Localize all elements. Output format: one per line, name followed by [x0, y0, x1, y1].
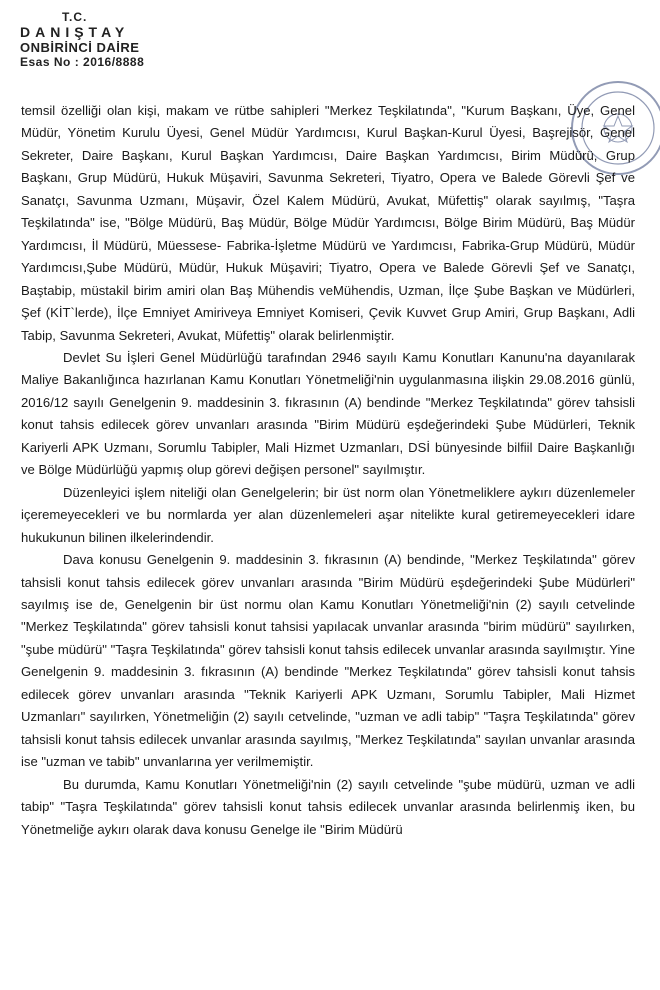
- header-case-number: Esas No : 2016/8888: [20, 55, 145, 69]
- paragraph-conclusion: Bu durumda, Kamu Konutları Yönetmeliği'nin (2) sayılı cetvelinde "şube müdürü, uzman ve adli tabip" "Taşra Teşkilatında" görev tahsisli konut tahsis edilecek unvanlar arasında belirlenmiş iken, bu Yönetmeliğe aykırı olarak dava konusu Genelge ile "Birim Müdürü: [21, 776, 635, 837]
- header-department: ONBİRİNCİ DAİRE: [20, 40, 140, 55]
- document-header: [20, 10, 144, 70]
- paragraph-continuation: temsil özelliği olan kişi, makam ve rütbe sahipleri "Merkez Teşkilatında", "Kurum Başkanı, Üye, Genel Müdür, Yönetim Kurulu Üyesi, Genel Müdür Yardımcısı, Kurul Başkan-Kurul Üyesi, Başrejisör, Genel Sekreter, Daire Başkanı, Kurul Başkan Yardımcısı, Daire Başkan Yardımcısı, Birim Müdürü, Grup Başkanı, Grup Müdürü, Hukuk Müşaviri, Savunma Sekreteri, Tiyatro, Opera ve Balede Görevli Şef ve Sanatçı, Savunma Uzmanı, Müşavir, Özel Kalem Müdürü, Avukat, Müfettiş" olarak sayılmış, "Taşra Teşkilatında" ise, "Bölge Müdürü, Baş Müdür, Bölge Müdür Yardımcısı, Bölge Birim Müdürü, Baş Müdür Yardımcısı, İl Müdürü, Müessese- Fabrika-İşletme Müdürü ve Yardımcısı, Fabrika-Grup Müdürü, Müdür Yardımcısı,Şube Müdürü, Müdür, Hukuk Müşaviri; Tiyatro, Opera ve Balede Görevli Şef ve Sanatçı, Baştabip, müstakil birim amiri olan Baş Mühendis veMühendis, Uzman, İlçe Şube Başkan ve Müdürleri, Şef (KİT`lerde), İlçe Emniyet Amiriveya Emniyet Komiseri, Çevik Kuvvet Grup Amiri, Grup Başkanı, Adli Tabip, Savunma Sekreteri, Avukat, Müfettiş" olarak belirlenmiştir.: [21, 103, 635, 343]
- header-tc: T.C.: [62, 10, 88, 24]
- paragraph-regulatory-principle: Düzenleyici işlem niteliği olan Genelgelerin; bir üst norm olan Yönetmeliklere aykırı düzenlemeler içeremeyecekleri ve bu normlarda yer alan düzenlemeleri aşar nitelikte kural getiremeyecekleri idare hukukunun bilinen ilkelerindendir.: [21, 484, 635, 545]
- paragraph-circular-analysis: Dava konusu Genelgenin 9. maddesinin 3. fıkrasının (A) bendinde, "Merkez Teşkilatında" görev tahsisli konut tahsis edilecek görev unvanları arasında "Birim Müdürü eşdeğerindeki Şube Müdürleri" sayılmış ise de, Genelgenin bir üst normu olan Kamu Konutları Yönetmeliği'nin (2) sayılı cetvelinde "Merkez Teşkilatında" görev tahsisli konut tahsisi yapılacak unvanlar arasında "birim müdürü" sayılırken, "şube müdürü" "Taşra Teşkilatında" görev tahsisli konut tahsis edilecek unvanlar arasında sayılmıştır. Yine Genelgenin 9. maddesinin 3. fıkrasının (A) bendinde "Merkez Teşkilatında" görev tahsisli konut tahsis edilecek görev unvanları arasında "Teknik Kariyerli APK Uzmanı, Sorumlu Tabipler, Mali Hizmet Uzmanları" sayılırken, Yönetmeliğin (2) sayılı cetvelinde, "uzman ve adli tabip" "Taşra Teşkilatında" görev tahsisli konut tahsis edilecek unvanlar arasında sayılmış, "Merkez Teşkilatında" sayılan unvanlar arasında ise "uzman ve tabib" unvanlarına yer verilmemiştir.: [21, 552, 635, 770]
- header-institution: DANIŞTAY: [20, 24, 130, 40]
- document-body: [21, 100, 635, 841]
- paragraph-dsi-circular: Devlet Su İşleri Genel Müdürlüğü tarafından 2946 sayılı Kamu Konutları Kanunu'na dayanılarak Maliye Bakanlığınca hazırlanan Kamu Konutları Yönetmeliği'nin uygulanmasına ilişkin 29.08.2016 günlü, 2016/12 sayılı Genelgenin 9. maddesinin 3. fıkrasının (A) bendinde "Merkez Teşkilatında" görev tahsisli konut tahsis edilecek görev unvanları arasında "Birim Müdürü eşdeğerindeki Şube Müdürleri, Teknik Kariyerli APK Uzmanı, Sorumlu Tabipler, Mali Hizmet Uzmanları, DSİ bünyesinde bilfiil Daire Başkanlığı ve Bölge Müdürlüğü yapmış olup görevi değişen personel" sayılmıştır.: [21, 349, 635, 478]
